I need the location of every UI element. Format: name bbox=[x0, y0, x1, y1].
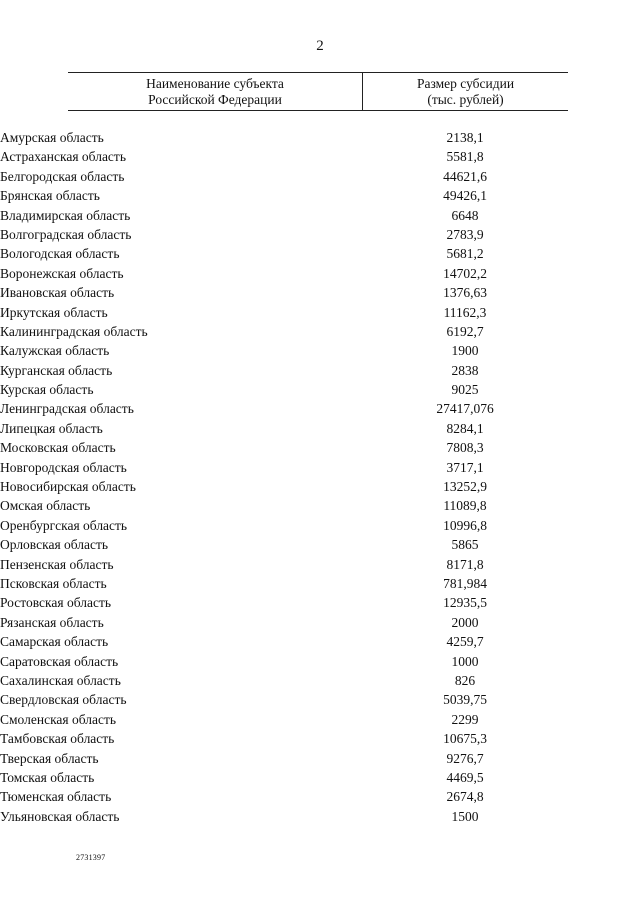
subsidy-amount: 5681,2 bbox=[446, 246, 484, 262]
region-name: Астраханская область bbox=[0, 149, 126, 165]
region-name: Вологодская область bbox=[0, 246, 120, 262]
table-row bbox=[0, 147, 640, 166]
region-name: Сахалинская область bbox=[0, 672, 121, 688]
subsidy-amount: 2838 bbox=[451, 362, 479, 378]
region-name: Ленинградская область bbox=[0, 401, 134, 417]
region-name: Тверская область bbox=[0, 750, 99, 766]
table-row bbox=[0, 206, 640, 225]
region-name: Рязанская область bbox=[0, 614, 104, 630]
table-row bbox=[0, 749, 640, 768]
subsidy-amount: 1500 bbox=[451, 808, 479, 824]
region-name: Белгородская область bbox=[0, 168, 125, 184]
subsidy-amount: 10996,8 bbox=[443, 517, 487, 533]
region-name: Курганская область bbox=[0, 362, 113, 378]
subsidy-amount: 9025 bbox=[451, 382, 479, 398]
region-name: Владимирская область bbox=[0, 207, 131, 223]
subsidy-amount: 2299 bbox=[451, 711, 479, 727]
region-name: Новосибирская область bbox=[0, 479, 136, 495]
subsidy-amount: 27417,076 bbox=[436, 401, 494, 417]
table-row bbox=[0, 283, 640, 302]
table-row bbox=[0, 555, 640, 574]
table-row bbox=[0, 690, 640, 709]
subsidy-amount: 5039,75 bbox=[443, 692, 487, 708]
region-name: Омская область bbox=[0, 498, 91, 514]
table-row bbox=[0, 303, 640, 322]
subsidy-amount: 7808,3 bbox=[446, 440, 484, 456]
subsidy-amount: 2783,9 bbox=[446, 226, 484, 242]
region-name: Воронежская область bbox=[0, 265, 124, 281]
table-row bbox=[0, 399, 640, 418]
table-row bbox=[0, 458, 640, 477]
column-header-amount bbox=[363, 73, 568, 110]
page-number: 2 bbox=[316, 38, 324, 54]
table-row bbox=[0, 341, 640, 360]
subsidy-amount: 5865 bbox=[451, 537, 479, 553]
region-name: Тюменская область bbox=[0, 789, 112, 805]
table-row bbox=[0, 787, 640, 806]
subsidy-amount: 2000 bbox=[451, 614, 479, 630]
column-header-amount-line1: Размер субсидии bbox=[416, 76, 515, 91]
region-name: Свердловская область bbox=[0, 692, 127, 708]
table-row bbox=[0, 477, 640, 496]
region-name: Ульяновская область bbox=[0, 808, 120, 824]
subsidy-amount: 2674,8 bbox=[446, 789, 484, 805]
table-row bbox=[0, 264, 640, 283]
column-header-region-line1: Наименование субъекта bbox=[146, 76, 284, 91]
column-header-region-line2: Российской Федерации bbox=[148, 92, 282, 107]
region-name: Калининградская область bbox=[0, 323, 148, 339]
table-row bbox=[0, 593, 640, 612]
subsidy-amount: 11162,3 bbox=[443, 304, 487, 320]
region-name: Ивановская область bbox=[0, 285, 115, 301]
region-name: Амурская область bbox=[0, 130, 104, 145]
subsidy-amount: 8284,1 bbox=[446, 420, 484, 436]
table-row bbox=[0, 807, 640, 826]
column-header-amount-line2: (тыс. рублей) bbox=[427, 92, 504, 107]
subsidy-amount: 12935,5 bbox=[443, 595, 487, 611]
table-row bbox=[0, 128, 640, 147]
region-name: Волгоградская область bbox=[0, 226, 132, 242]
region-name: Томская область bbox=[0, 769, 95, 785]
table-row bbox=[0, 225, 640, 244]
subsidy-amount: 4469,5 bbox=[446, 769, 484, 785]
subsidy-amount: 6648 bbox=[451, 207, 479, 223]
subsidy-amount: 49426,1 bbox=[443, 188, 487, 204]
region-name: Брянская область bbox=[0, 188, 100, 204]
table-row bbox=[0, 613, 640, 632]
subsidy-amount: 11089,8 bbox=[443, 498, 487, 514]
subsidy-amount: 10675,3 bbox=[443, 731, 487, 747]
column-header-region bbox=[68, 73, 363, 110]
table-row bbox=[0, 380, 640, 399]
table-row bbox=[0, 729, 640, 748]
region-name: Пензенская область bbox=[0, 556, 114, 572]
table-row bbox=[0, 652, 640, 671]
region-name: Орловская область bbox=[0, 537, 109, 553]
subsidy-amount: 781,984 bbox=[443, 575, 487, 591]
table-row bbox=[0, 361, 640, 380]
table-row bbox=[0, 322, 640, 341]
subsidy-amount: 44621,6 bbox=[443, 168, 487, 184]
table-row bbox=[0, 244, 640, 263]
region-name: Московская область bbox=[0, 440, 116, 456]
subsidy-amount: 1376,63 bbox=[443, 285, 487, 301]
region-name: Ростовская область bbox=[0, 595, 111, 611]
table-row bbox=[0, 574, 640, 593]
table-row bbox=[0, 632, 640, 651]
region-name: Курская область bbox=[0, 382, 94, 398]
region-name: Смоленская область bbox=[0, 711, 117, 727]
table-row bbox=[0, 496, 640, 515]
table-row bbox=[0, 186, 640, 205]
subsidy-amount: 4259,7 bbox=[446, 634, 484, 650]
region-name: Самарская область bbox=[0, 634, 109, 650]
document-code: 2731397 bbox=[76, 853, 106, 862]
subsidy-amount: 9276,7 bbox=[446, 750, 484, 766]
subsidy-amount: 13252,9 bbox=[443, 479, 487, 495]
table-row bbox=[0, 438, 640, 457]
subsidy-amount: 1000 bbox=[451, 653, 479, 669]
table-row bbox=[0, 167, 640, 186]
region-name: Липецкая область bbox=[0, 420, 103, 436]
subsidy-amount: 6192,7 bbox=[446, 323, 484, 339]
region-name: Иркутская область bbox=[0, 304, 108, 320]
region-name: Псковская область bbox=[0, 575, 107, 591]
subsidy-table-body bbox=[0, 128, 640, 826]
region-name: Новгородская область bbox=[0, 459, 127, 475]
subsidy-amount: 826 bbox=[454, 672, 476, 688]
subsidy-amount: 14702,2 bbox=[443, 265, 487, 281]
region-name: Тамбовская область bbox=[0, 731, 115, 747]
region-name: Оренбургская область bbox=[0, 517, 128, 533]
table-row bbox=[0, 516, 640, 535]
region-name: Калужская область bbox=[0, 343, 110, 359]
table-row bbox=[0, 535, 640, 554]
table-row bbox=[0, 768, 640, 787]
region-name: Саратовская область bbox=[0, 653, 119, 669]
table-row bbox=[0, 710, 640, 729]
subsidy-amount: 8171,8 bbox=[446, 556, 484, 572]
subsidy-amount: 2138,1 bbox=[446, 130, 484, 145]
subsidy-amount: 5581,8 bbox=[446, 149, 484, 165]
subsidy-amount: 3717,1 bbox=[446, 459, 484, 475]
table-header bbox=[68, 72, 568, 111]
table-row bbox=[0, 671, 640, 690]
table-row bbox=[0, 419, 640, 438]
subsidy-amount: 1900 bbox=[451, 343, 479, 359]
